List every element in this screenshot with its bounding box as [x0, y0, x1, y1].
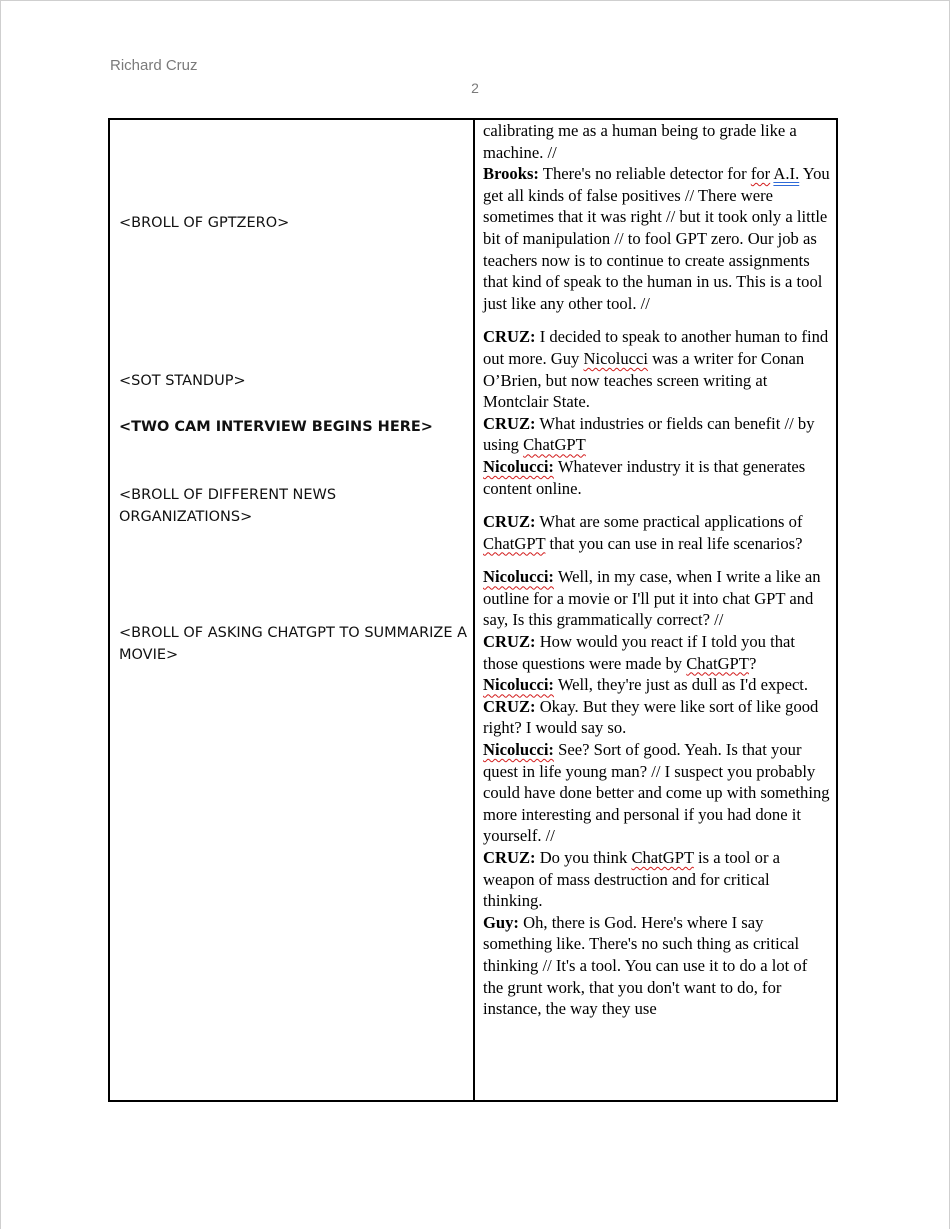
spellcheck-word: for — [750, 164, 771, 184]
grammar-flag-word: A.I. — [773, 164, 800, 184]
header-author: Richard Cruz — [110, 57, 198, 74]
speaker-label: CRUZ: — [483, 413, 536, 433]
cue-broll-chatgpt-movie: <BROLL OF ASKING CHATGPT TO SUMMARIZE A MOVIE> — [119, 625, 468, 663]
script-table — [108, 118, 838, 1102]
video-column — [110, 120, 473, 1100]
script-block-intro: CRUZ: I decided to speak to another human to find out more. Guy Nicolucci was a writer for Conan O’Brien, but now teaches screen writing at Montclair State. CRUZ: What industries or fields can benefit // by using ChatGPT Nicolucci: Whatever industry it is that generates content online. — [483, 327, 829, 498]
speaker-label: CRUZ: — [483, 848, 536, 867]
speaker-label: Nicolucci: — [483, 456, 554, 476]
speaker-label: Guy: — [483, 912, 519, 932]
column-divider — [473, 120, 475, 1100]
audio-column — [483, 120, 831, 1020]
page-number: 2 — [471, 80, 479, 96]
spellcheck-word: ChatGPT — [523, 435, 586, 455]
cue-two-cam-interview: <TWO CAM INTERVIEW BEGINS HERE> — [119, 419, 433, 435]
cue-broll-news-orgs: <BROLL OF DIFFERENT NEWS ORGANIZATIONS> — [119, 487, 337, 525]
script-block-applications: CRUZ: What are some practical applications of ChatGPT that you can use in real life scenarios? — [483, 512, 803, 553]
cue-sot-standup: <SOT STANDUP> — [119, 373, 246, 389]
script-block-brooks: calibrating me as a human being to grade like a machine. // Brooks: There's no reliable detector for for A.I. You get all kinds of false positives // There were sometimes that it was right // but it took only a little bit of manipulation // to fool GPT zero. Our job as teachers now is to continue to create assignments that kind of speak to the human in us. This is a tool just like any other tool. // — [483, 121, 830, 313]
speaker-label: Nicolucci: — [483, 675, 554, 695]
spellcheck-word: ChatGPT — [686, 653, 749, 673]
speaker-label: Nicolucci: — [483, 740, 554, 760]
speaker-label: Brooks: — [483, 164, 539, 184]
spellcheck-word: ChatGPT — [631, 848, 694, 867]
spellcheck-word: ChatGPT — [483, 533, 546, 553]
cue-broll-gptzero: <BROLL OF GPTZERO> — [119, 215, 290, 231]
speaker-label: Nicolucci: — [483, 567, 554, 587]
speaker-label: CRUZ: — [483, 696, 536, 716]
speaker-label: CRUZ: — [483, 327, 536, 347]
script-block-interview: Nicolucci: Well, in my case, when I write a like an outline for a movie or I'll put it into chat GPT and say, Is this grammatically correct? // CRUZ: How would you react if I told you that those questions were made by ChatGPT? Nicolucci: Well, they're just as dull as I'd expect. CRUZ: Okay. But they were like sort of like good right? I would say so. Nicolucci: See? Sort of good. Yeah. Is that your quest in life young man? // I suspect you probably could have done better and come up with something more interesting and personal if you had done it yourself. // CRUZ: Do you think ChatGPT is a tool or a weapon of mass destruction and for critical thinking. Guy: Oh, there is God. Here's where I say something like. There's no such thing as critical thinking // It's a tool. You can use it to do a lot of the grunt work, that you don't want to do, for instance, the way they use — [483, 567, 830, 1019]
speaker-label: CRUZ: — [483, 632, 536, 652]
speaker-label: CRUZ: — [483, 512, 536, 532]
spellcheck-word: Nicolucci — [583, 348, 648, 368]
